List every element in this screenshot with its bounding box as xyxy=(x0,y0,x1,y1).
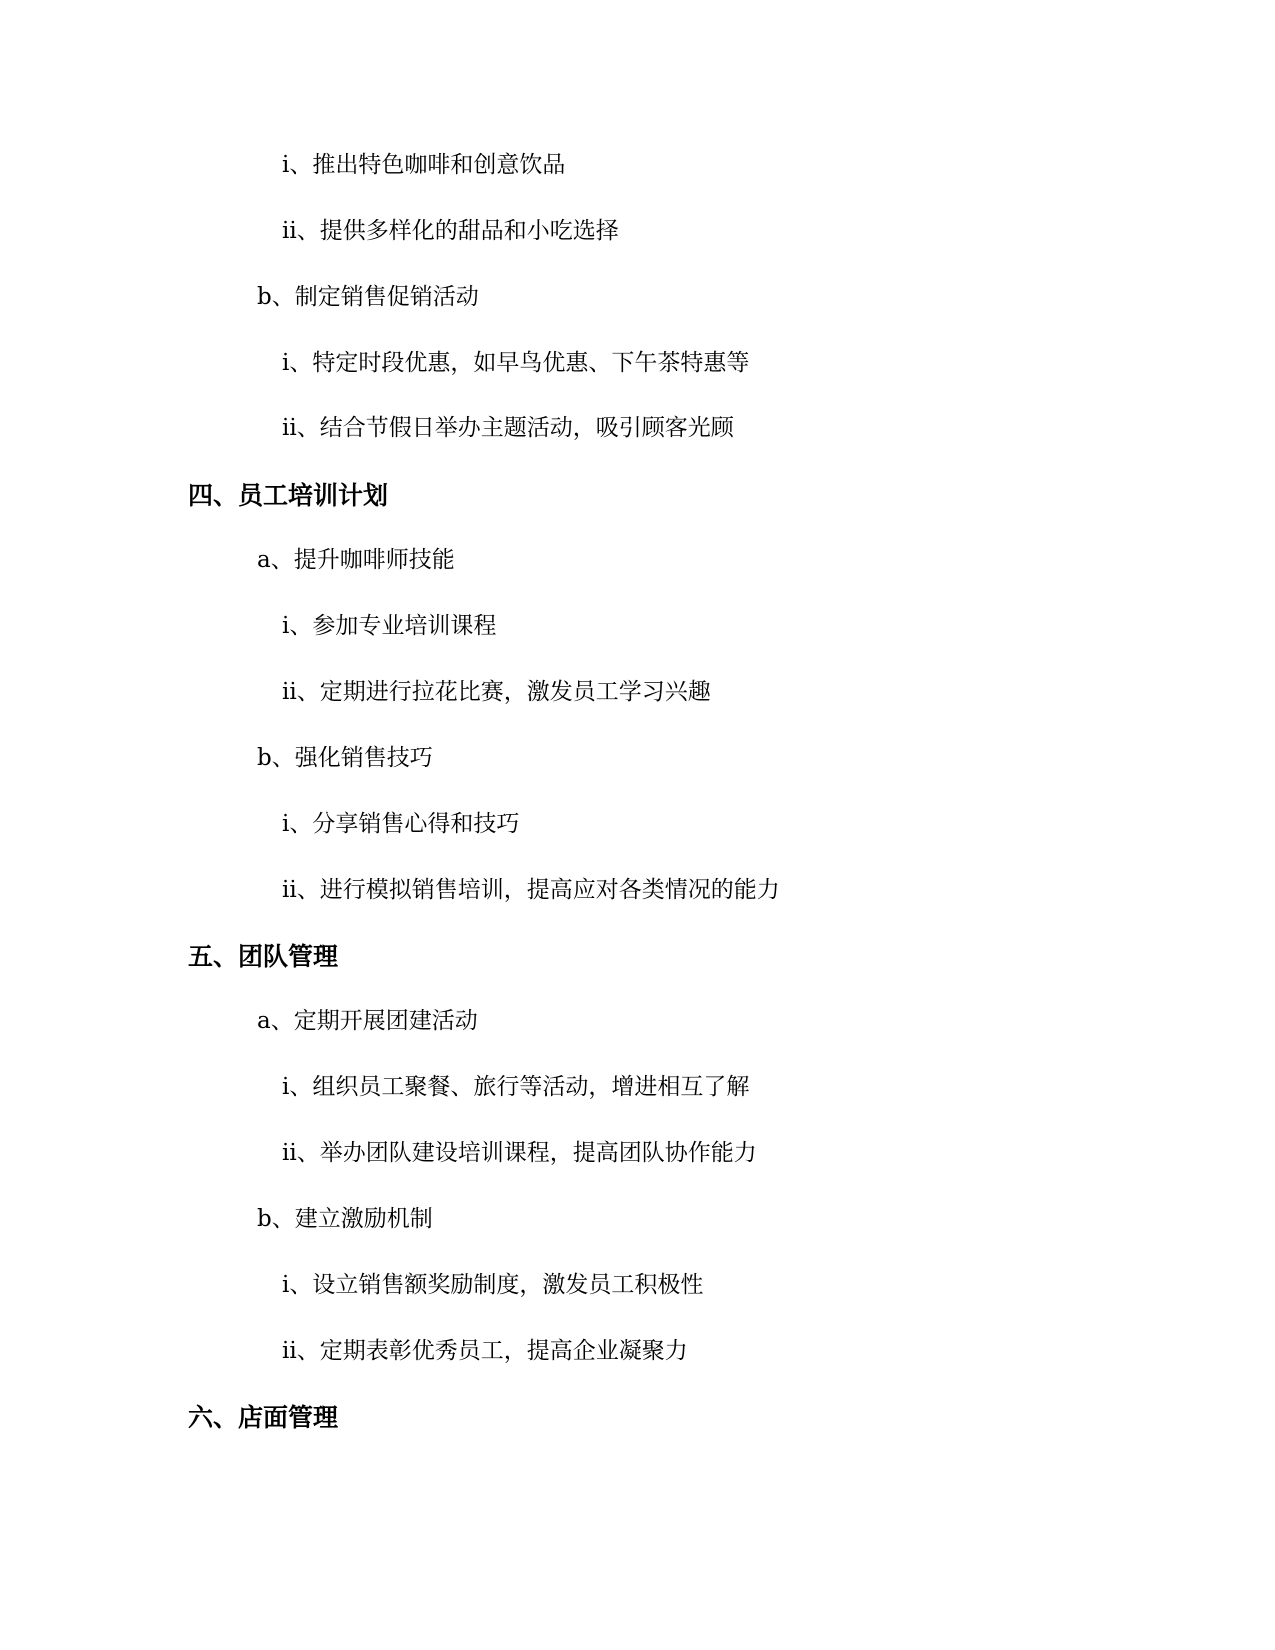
list-item-subpoint: i、推出特色咖啡和创意饮品 xyxy=(282,152,566,178)
list-item-subpoint: ii、提供多样化的甜品和小吃选择 xyxy=(282,218,619,244)
list-item-point: b、制定销售促销活动 xyxy=(257,284,479,310)
list-item-subpoint: ii、进行模拟销售培训，提高应对各类情况的能力 xyxy=(282,877,780,903)
section-heading: 四、员工培训计划 xyxy=(188,481,389,510)
list-item-subpoint: ii、定期表彰优秀员工，提高企业凝聚力 xyxy=(282,1338,688,1364)
list-item-subpoint: ii、定期进行拉花比赛，激发员工学习兴趣 xyxy=(282,679,711,705)
list-item-subpoint: ii、举办团队建设培训课程，提高团队协作能力 xyxy=(282,1140,757,1166)
list-item-subpoint: i、设立销售额奖励制度，激发员工积极性 xyxy=(282,1272,704,1298)
list-item-subpoint: ii、结合节假日举办主题活动，吸引顾客光顾 xyxy=(282,415,734,441)
section-heading: 五、团队管理 xyxy=(188,942,339,971)
list-item-subpoint: i、分享销售心得和技巧 xyxy=(282,811,520,837)
list-item-point: b、强化销售技巧 xyxy=(257,745,433,771)
section-heading: 六、店面管理 xyxy=(188,1403,339,1432)
list-item-point: a、提升咖啡师技能 xyxy=(257,547,455,573)
list-item-subpoint: i、参加专业培训课程 xyxy=(282,613,497,639)
list-item-point: b、建立激励机制 xyxy=(257,1206,433,1232)
list-item-point: a、定期开展团建活动 xyxy=(257,1008,478,1034)
list-item-subpoint: i、组织员工聚餐、旅行等活动，增进相互了解 xyxy=(282,1074,750,1100)
list-item-subpoint: i、特定时段优惠，如早鸟优惠、下午茶特惠等 xyxy=(282,350,750,376)
